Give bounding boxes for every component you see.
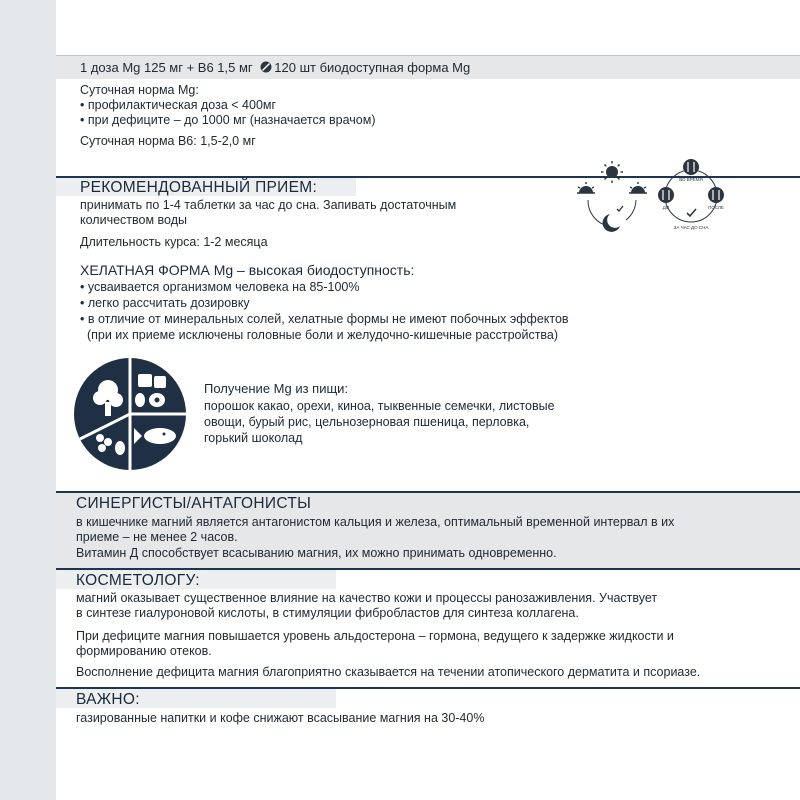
meal-timing-icon: [650, 155, 740, 235]
chelate-heading: ХЕЛАТНАЯ ФОРМА Mg – высокая биодоступность:: [80, 262, 415, 278]
cosmetology-line: магний оказывает существенное влияние на качество кожи и процессы ранозаживления. Участвует: [76, 591, 658, 605]
chelate-item: • в отличие от минеральных солей, хелатные формы не имеют побочных эффектов: [80, 312, 569, 326]
daily-b6-value: 1,5-2,0 мг: [196, 134, 256, 148]
duration-label: Длительность курса:: [80, 235, 200, 249]
synergy-line: Витамин Д способствует всасыванию магния, их можно принимать одновременно.: [76, 546, 557, 560]
duration-value: 1-2 месяца: [199, 235, 268, 249]
chelate-item: (при их приеме исключены головные боли и желудочно-кишечные расстройства): [80, 328, 559, 342]
important-line: газированные напитки и кофе снижают всасывание магния на 30-40%: [76, 711, 485, 725]
intake-heading: РЕКОМЕНДОВАННЫЙ ПРИЕМ:: [80, 179, 318, 196]
daily-mg-title: Суточная норма Mg:: [80, 83, 199, 97]
cosmetology-line: При дефиците магния повышается уровень альдостерона – гормона, ведущего к задержке жидкости и: [76, 629, 674, 643]
daily-mg-item: • при дефиците – до 1000 мг (назначается врачом): [80, 113, 376, 127]
synergy-line: приеме – не менее 2 часов.: [76, 530, 238, 544]
sun-moon-cycle-icon: [574, 160, 650, 236]
meal-before-label: ДО: [662, 205, 670, 210]
daily-mg-item: • профилактическая доза < 400мг: [80, 98, 277, 112]
food-line: порошок какао, орехи, киноа, тыквенные семечки, листовые: [204, 399, 555, 413]
synergy-heading: СИНЕРГИСТЫ/АНТАГОНИСТЫ: [76, 495, 312, 512]
important-heading: ВАЖНО:: [76, 691, 140, 708]
intake-line: принимать по 1-4 таблетки за час до сна. Запивать достаточным: [80, 198, 457, 212]
food-line: горький шоколад: [204, 431, 303, 445]
chelate-item: • легко рассчитать дозировку: [80, 296, 250, 310]
chelate-item: • усваивается организмом человека на 85-100%: [80, 280, 360, 294]
dose-line: [80, 60, 470, 76]
synergy-line: в кишечнике магний является антагонистом кальция и железа, оптимальный временной интервал в их: [76, 515, 675, 529]
cosmetology-line: в синтезе гиалуроновой кислоты, в стимуляции фибробластов для синтеза коллагена.: [76, 606, 579, 620]
course-duration: [80, 234, 268, 250]
meal-bedtime-label: ЗА ЧАС ДО СНА: [673, 225, 709, 230]
daily-b6-label: Суточная норма B6:: [80, 134, 197, 148]
daily-b6: [80, 133, 256, 149]
dose-text: 1 доза Mg 125 мг + B6 1,5 мг: [80, 60, 253, 75]
meal-after-label: ПОСЛЕ: [708, 205, 724, 210]
count-text: 120 шт биодоступная форма Mg: [274, 60, 471, 75]
cosmetology-line: Восполнение дефицита магния благоприятно сказывается на течении атопического дерматита и псориазе.: [76, 665, 701, 679]
food-plate-icon: [72, 356, 188, 472]
meal-during-label: ВО ВРЕМЯ: [679, 177, 703, 182]
intake-line: количеством воды: [80, 213, 187, 227]
left-decorative-stripe: [0, 0, 56, 800]
cosmetology-heading: КОСМЕТОЛОГУ:: [76, 572, 200, 589]
tablet-icon: [260, 61, 272, 73]
food-line: овощи, бурый рис, цельнозерновая пшеница, перловка,: [204, 415, 530, 429]
cosmetology-line: формированию отеков.: [76, 644, 212, 658]
food-title: Получение Mg из пищи:: [204, 381, 349, 396]
